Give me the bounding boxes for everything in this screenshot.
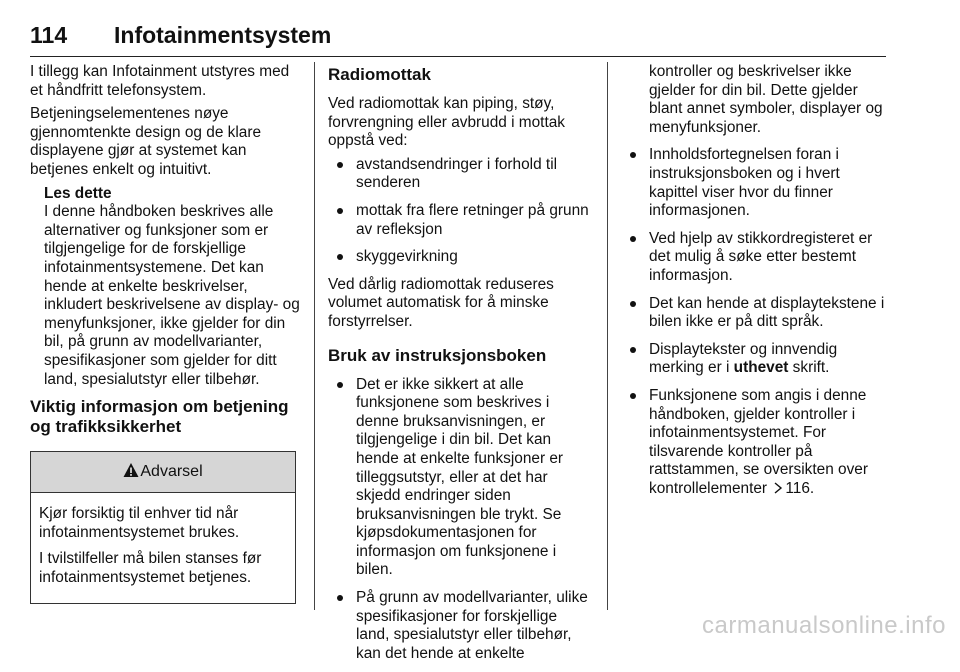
page-header <box>30 22 886 57</box>
bullet-icon <box>630 152 636 158</box>
bullet-icon <box>337 208 343 214</box>
bullet-icon <box>337 595 343 601</box>
list-item-text: Ved hjelp av stikkordregisteret er det mulig å søke etter bestemt informasjon. <box>649 229 873 284</box>
column-divider <box>607 62 608 610</box>
list-item-text: På grunn av modellvarianter, ulike spesifikasjoner for forskjellige land, spesialutstyr eller tilbehør, kan det hende at enkelte <box>356 589 588 662</box>
bullet-icon <box>630 393 636 399</box>
paragraph: I tillegg kan Infotainment utstyres med et håndfritt telefonsystem. <box>30 63 290 99</box>
page-reference[interactable]: 116. <box>785 479 815 497</box>
list-item <box>328 202 590 239</box>
page-title: Infotainmentsystem <box>114 22 332 48</box>
warning-body <box>31 493 295 603</box>
list-item <box>328 376 590 581</box>
list-item-text: Funksjonene som angis i denne håndboken, gjelder kontroller i infotainmentsystemet. For tilsvarende kontroller på rattstammen, se oversikten over kontrollelementer <box>649 386 868 497</box>
note-text: I denne håndboken beskrives alle alternativer og funksjoner som er tilgjengelige for de forskjellige infotainmentsystemene. Det kan hende at enkelte beskrivelser, inkludert beskrivelsene av display- og menyfunksjoner, ikke gjelder for din bil, på grunn av modellvarianter, spesifikasjoner som gjelder for ditt land, spesialutstyr eller tilbehør. <box>44 203 300 388</box>
bullet-icon <box>630 236 636 242</box>
bullet-icon <box>630 301 636 307</box>
list-item-text: skrift. <box>788 359 830 377</box>
list-item-text: Det er ikke sikkert at alle funksjonene som beskrives i denne bruksanvisningen, er tilgjengelige i din bil. Det kan hende at enkelte funksjoner er tilleggsutstyr, eller at det har skjedd endringer siden bruksanvisningen ble trykt. Se kjøpsdokumentasjonen for informasjon om funksjonene i bilen. <box>356 375 564 579</box>
bold-term: uthevet <box>733 359 789 377</box>
warning-header <box>31 452 295 493</box>
list-item-text: mottak fra flere retninger på grunn av refleksjon <box>356 201 589 238</box>
paragraph: Ved dårlig radiomottak reduseres volumet automatisk for å minske forstyrrelser. <box>328 275 554 330</box>
list-item <box>621 146 887 220</box>
list-item <box>328 589 590 663</box>
bullet-icon <box>337 254 343 260</box>
list-item <box>621 230 887 286</box>
page-number: 114 <box>30 22 68 48</box>
bullet-icon <box>337 382 343 388</box>
bullet-icon <box>630 347 636 353</box>
warning-text: Kjør forsiktig til enhver tid når infotainmentsystemet brukes. <box>39 505 240 541</box>
list-item-text: Det kan hende at displaytekstene i bilen ikke er på ditt språk. <box>649 294 885 331</box>
column-left <box>30 63 302 604</box>
bullet-list <box>328 376 590 664</box>
note-box <box>30 185 302 390</box>
bullet-list <box>621 146 887 498</box>
continuation-text: kontroller og beskrivelser ikke gjelder for din bil. Dette gjelder blant annet symboler, displayer og menyfunksjoner. <box>649 63 883 136</box>
warning-box <box>30 451 296 604</box>
bullet-list <box>328 156 590 267</box>
section-heading: Radiomottak <box>328 65 431 84</box>
bullet-icon <box>337 162 343 168</box>
list-item <box>621 341 887 378</box>
column-divider <box>314 62 315 610</box>
section-heading: Bruk av instruksjonsboken <box>328 345 547 365</box>
note-title: Les dette <box>44 184 112 202</box>
paragraph: Betjeningselementenes nøye gjennomtenkte design og de klare displayene gjør at systemet kan betjenes enkelt og intuitivt. <box>30 105 262 178</box>
column-middle <box>328 63 590 672</box>
list-item-text: skyggevirkning <box>356 248 458 266</box>
warning-title: Advarsel <box>140 463 203 481</box>
list-item <box>621 295 887 332</box>
warning-triangle-icon <box>123 462 139 478</box>
section-heading: Viktig informasjon om betjening og trafikksikkerhet <box>30 397 289 437</box>
list-item <box>328 248 590 267</box>
warning-text: I tvilstilfeller må bilen stanses før infotainmentsystemet betjenes. <box>39 550 262 586</box>
list-item <box>328 156 590 193</box>
list-item-text: Innholdsfortegnelsen foran i instruksjonsboken og i hvert kapittel viser hvor du finner informasjonen. <box>649 146 840 220</box>
list-item <box>621 387 887 499</box>
paragraph: Ved radiomottak kan piping, støy, forvrengning eller avbrudd i mottak oppstå ved: <box>328 95 565 150</box>
column-right <box>621 63 887 507</box>
watermark: carmanualsonline.info <box>702 612 946 639</box>
list-item-text: avstandsendringer i forhold til senderen <box>356 155 558 192</box>
page-reference-arrow-icon <box>773 482 783 494</box>
list-item-text: Displaytekster og innvendig merking er i <box>649 340 838 377</box>
